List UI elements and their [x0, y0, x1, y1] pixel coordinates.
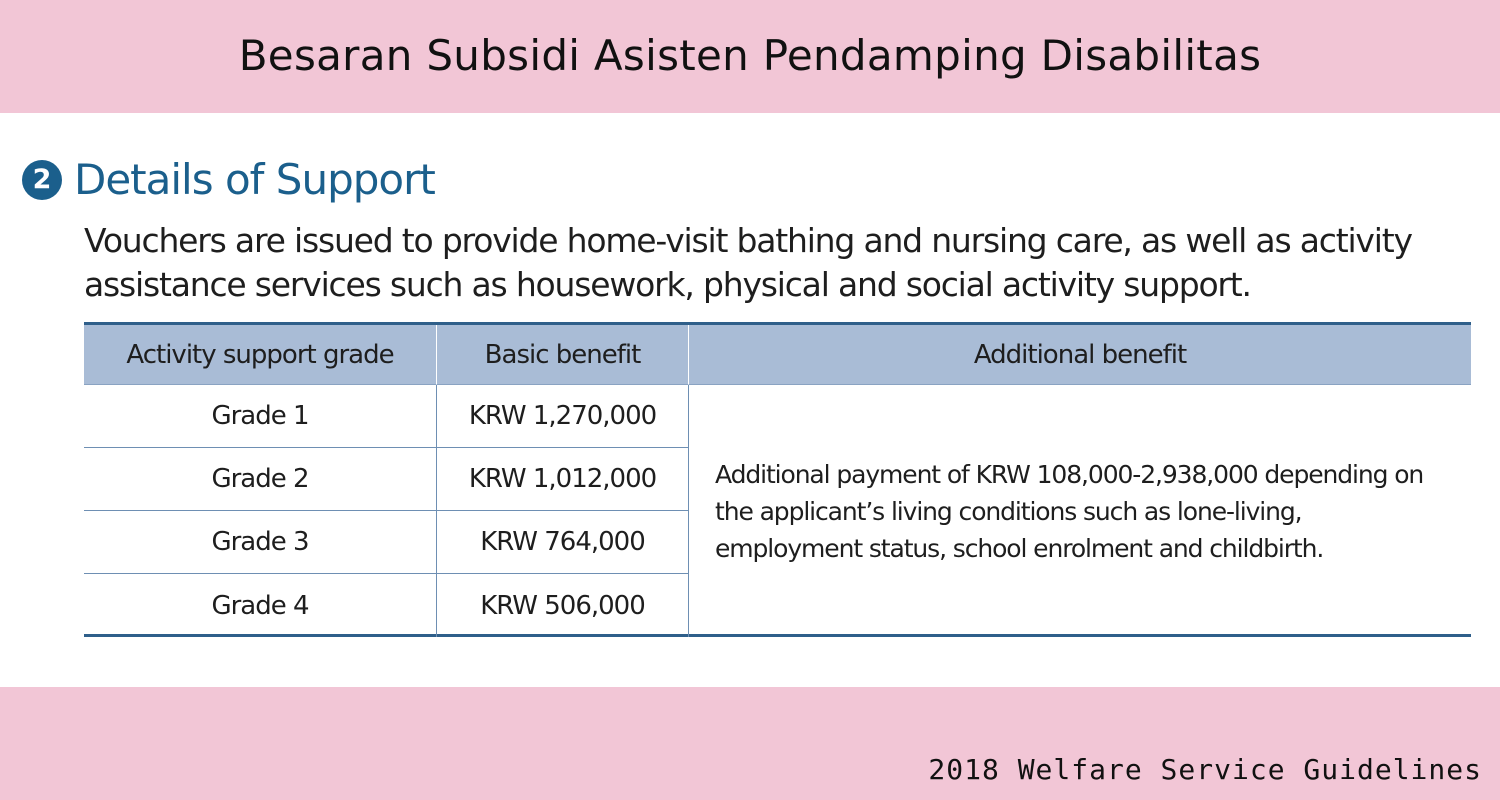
header-basic-benefit: Basic benefit [437, 325, 689, 385]
header-additional-benefit: Additional benefit [689, 325, 1471, 385]
footer-caption: 2018 Welfare Service Guidelines [928, 753, 1482, 786]
top-banner [0, 0, 1500, 113]
table-cell-grade: Grade 1 [84, 385, 437, 448]
section-heading [22, 155, 435, 204]
header-grade: Activity support grade [84, 325, 437, 385]
table-cell-grade: Grade 2 [84, 448, 437, 511]
intro-paragraph: Vouchers are issued to provide home-visit bathing and nursing care, as well as activity assistance services such as housework, physical and social activity support. [84, 221, 1412, 304]
banner-title: Besaran Subsidi Asisten Pendamping Disabilitas [238, 31, 1262, 80]
support-table [84, 322, 1471, 637]
additional-benefit-cell: Additional payment of KRW 108,000-2,938,000 depending on the applicant’s living conditions such as lone-living, employment status, school enrolment and childbirth. [715, 459, 1424, 563]
section-number-badge: 2 [22, 160, 62, 200]
table-cell-grade: Grade 3 [84, 511, 437, 574]
table-cell-basic: KRW 1,270,000 [437, 385, 689, 448]
document-content [0, 113, 1500, 687]
table-cell-grade: Grade 4 [84, 574, 437, 637]
table-cell-basic: KRW 506,000 [437, 574, 689, 637]
table-cell-basic: KRW 764,000 [437, 511, 689, 574]
section-title: Details of Support [74, 155, 435, 204]
bottom-banner [0, 687, 1500, 800]
table-cell-basic: KRW 1,012,000 [437, 448, 689, 511]
